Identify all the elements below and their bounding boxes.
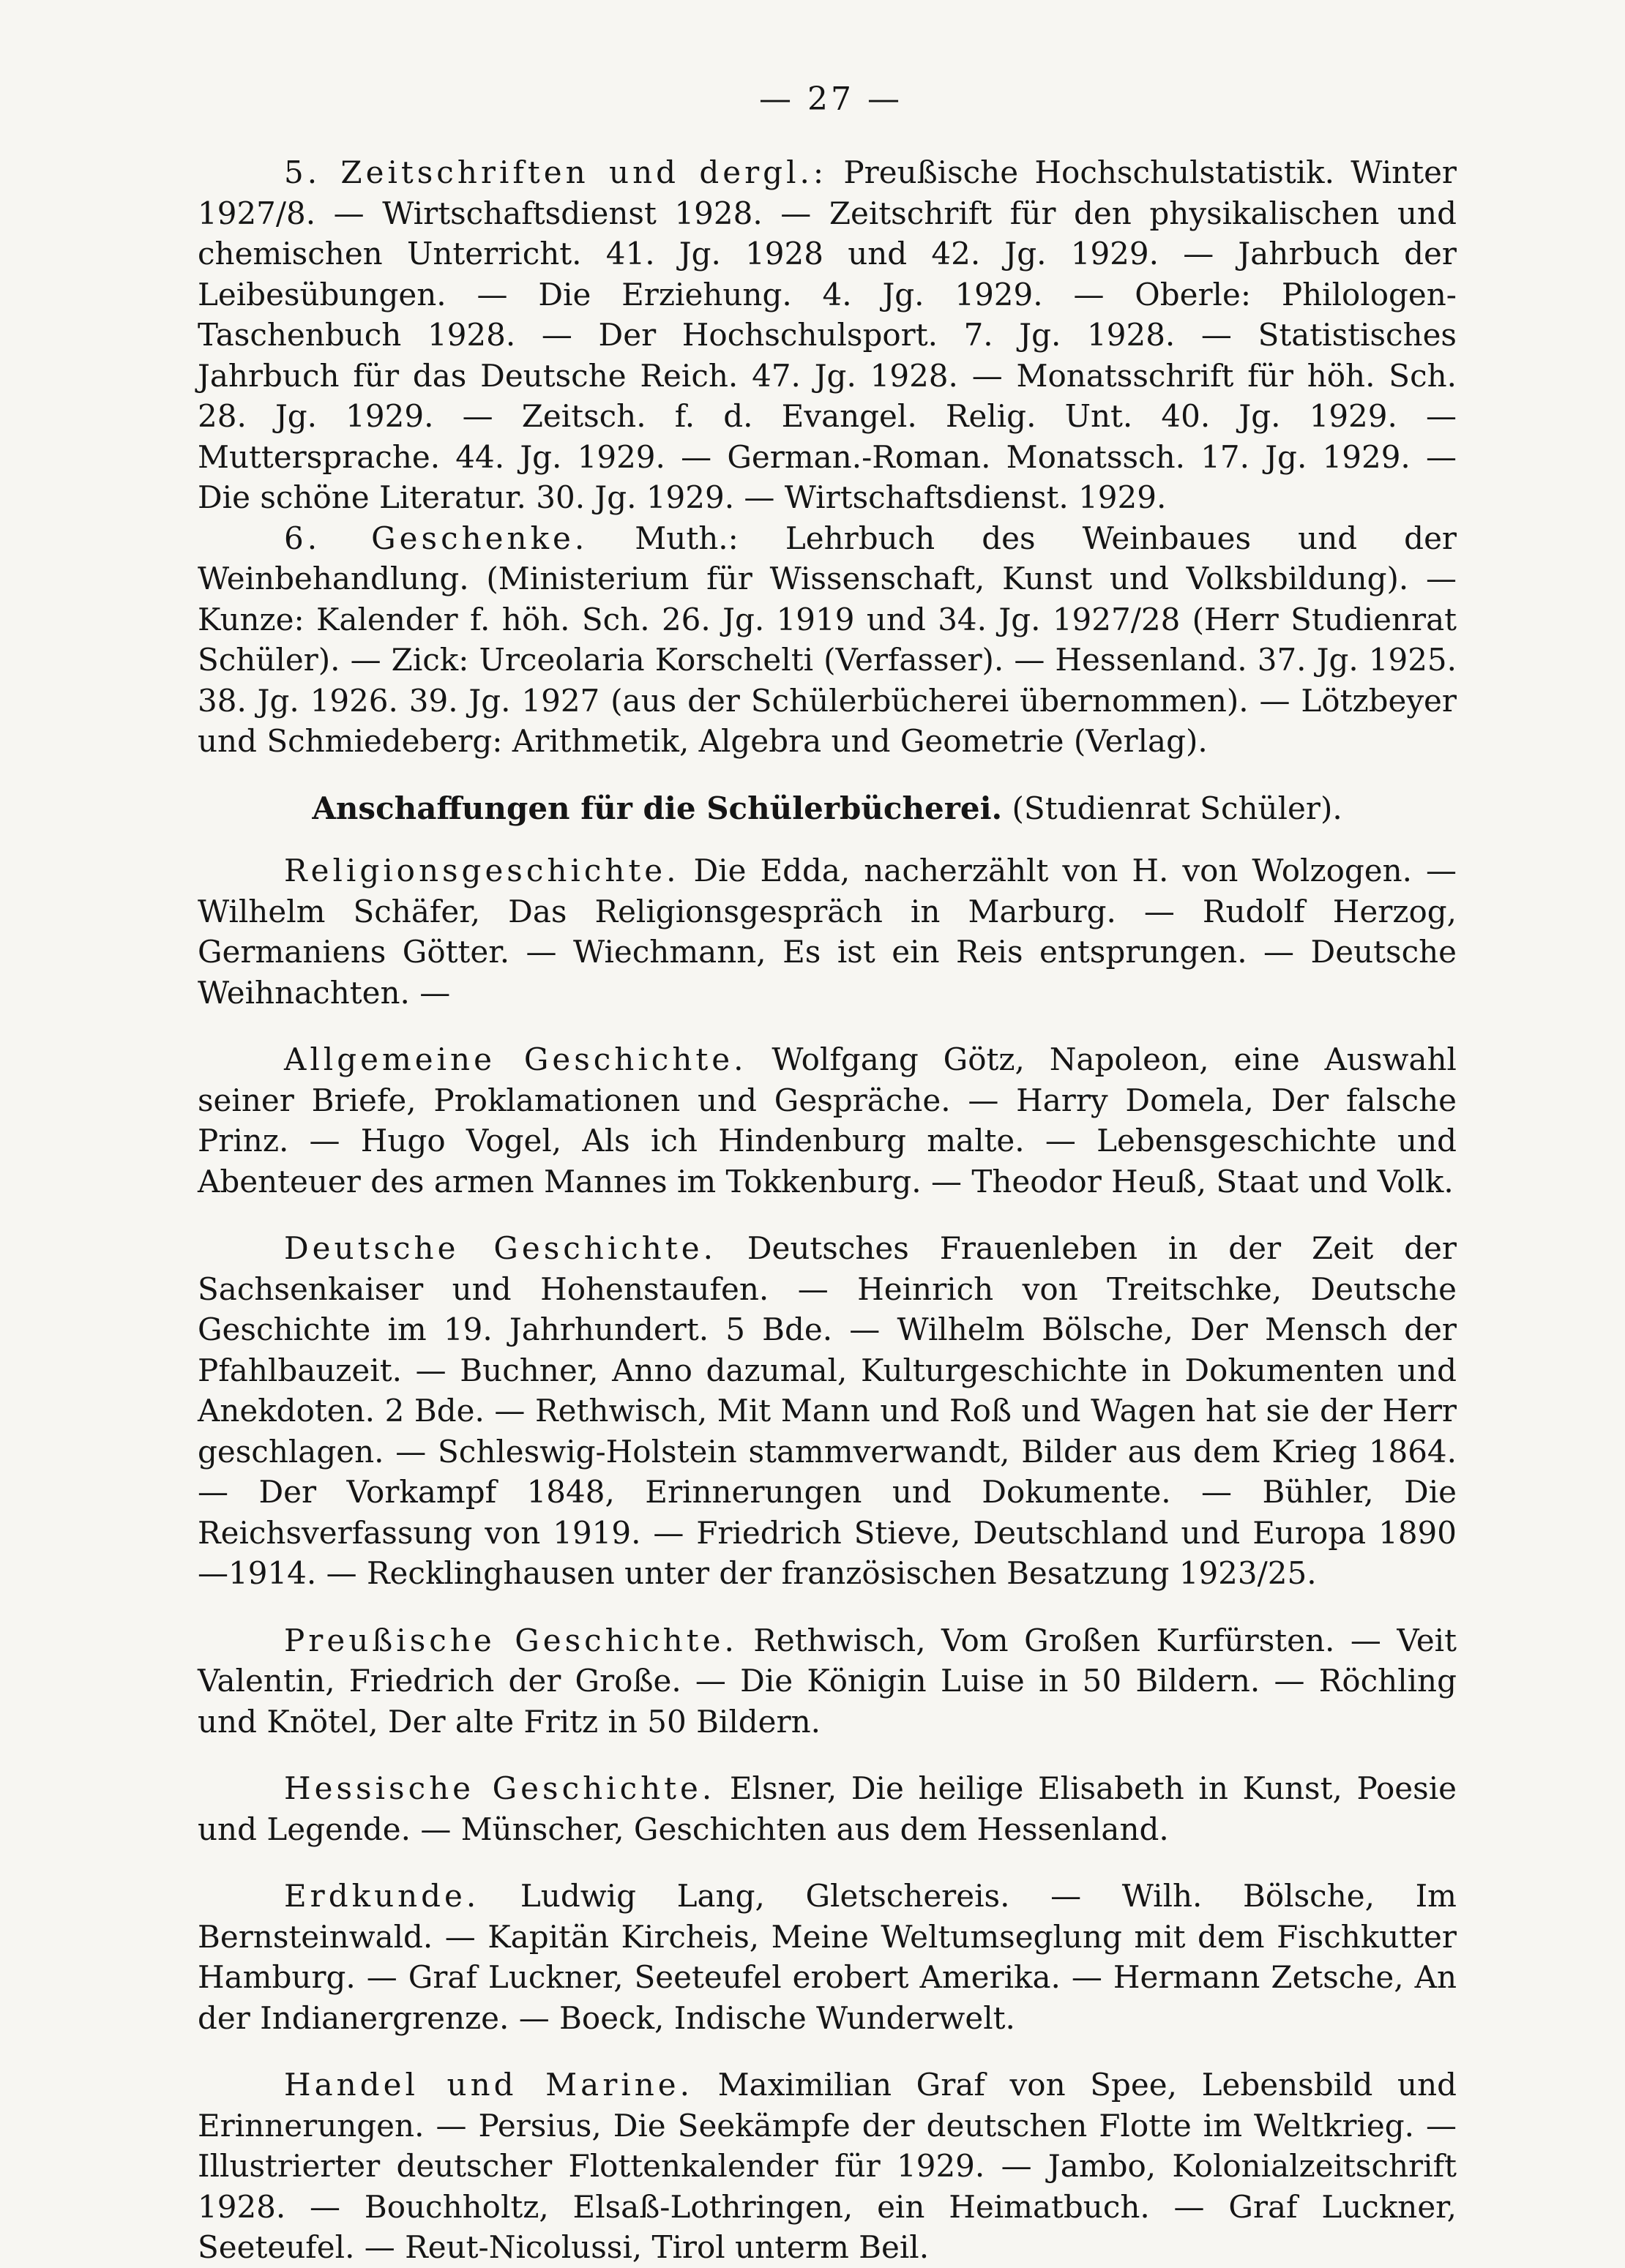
section-label: 5. Zeitschriften und dergl.: xyxy=(284,154,828,190)
entry-text: Deutsches Frauenleben in der Zeit der Sachsenkaiser und Hohenstaufen. — Heinrich von Treitschke, Deutsche Geschichte im 19. Jahrhundert. 5 Bde. — Wilhelm Bölsche, Der Mensch der Pfahlbauzeit. — Buchner, Anno dazumal, Kulturgeschichte in Dokumenten und Anekdoten. 2 Bde. — Rethwisch, Mit Mann und Roß und Wagen hat sie der Herr geschlagen. — Schleswig-Holstein stammverwandt, Bilder aus dem Krieg 1864. — Der Vorkampf 1848, Erinnerungen und Dokumente. — Bühler, Die Reichsverfassung von 1919. — Friedrich Stieve, Deutschland und Europa 1890—1914. — Recklinghausen unter der französischen Besatzung 1923/25. xyxy=(198,1230,1457,1591)
section-text: Preußische Hochschulstatistik. Winter 1927/8. — Wirtschaftsdienst 1928. — Zeitschrift für den physikalischen und chemischen Unterricht. 41. Jg. 1928 und 42. Jg. 1929. — Jahrbuch der Leibesübungen. — Die Erziehung. 4. Jg. 1929. — Oberle: Philologen-Taschenbuch 1928. — Der Hochschulsport. 7. Jg. 1928. — Statistisches Jahrbuch für das Deutsche Reich. 47. Jg. 1928. — Monatsschrift für höh. Sch. 28. Jg. 1929. — Zeitsch. f. d. Evangel. Relig. Unt. 40. Jg. 1929. — Muttersprache. 44. Jg. 1929. — German.-Roman. Monatssch. 17. Jg. 1929. — Die schöne Literatur. 30. Jg. 1929. — Wirtschaftsdienst. 1929. xyxy=(198,154,1457,515)
entry-religionsgeschichte xyxy=(198,850,1457,1013)
entry-label: Preußische Geschichte. xyxy=(284,1622,738,1658)
entry-preussische-geschichte xyxy=(198,1620,1457,1743)
section-text: Muth.: Lehrbuch des Weinbaues und der Weinbehandlung. (Ministerium für Wissenschaft, Kunst und Volksbildung). — Kunze: Kalender f. höh. Sch. 26. Jg. 1919 und 34. Jg. 1927/28 (Herr Studienrat Schüler). — Zick: Urceolaria Korschelti (Verfasser). — Hessenland. 37. Jg. 1925. 38. Jg. 1926. 39. Jg. 1927 (aus der Schülerbücherei übernommen). — Lötzbeyer und Schmiedeberg: Arithmetik, Algebra und Geometrie (Verlag). xyxy=(198,520,1457,759)
entry-hessische-geschichte xyxy=(198,1768,1457,1849)
entry-label: Allgemeine Geschichte. xyxy=(284,1041,747,1077)
page-body xyxy=(198,152,1457,2268)
entry-label: Erdkunde. xyxy=(284,1878,480,1914)
page-number: — 27 — xyxy=(759,81,903,118)
entry-label: Religionsgeschichte. xyxy=(284,853,680,888)
entry-label: Deutsche Geschichte. xyxy=(284,1230,717,1266)
section-heading xyxy=(198,788,1457,829)
entry-label: Hessische Geschichte. xyxy=(284,1770,716,1806)
entry-text: Die Edda, nacherzählt von H. von Wolzogen. — Wilhelm Schäfer, Das Religionsgespräch in Marburg. — Rudolf Herzog, Germaniens Götter. — Wiechmann, Es ist ein Reis entsprungen. — Deutsche Weihnachten. — xyxy=(198,853,1457,1011)
section-zeitschriften xyxy=(198,152,1457,518)
section-label: 6. Geschenke. xyxy=(284,520,589,556)
entry-text: Wolfgang Götz, Napoleon, eine Auswahl seiner Briefe, Proklamationen und Gespräche. — Harry Domela, Der falsche Prinz. — Hugo Vogel, Als ich Hindenburg malte. — Lebensgeschichte und Abenteuer des armen Mannes im Tokkenburg. — Theodor Heuß, Staat und Volk. xyxy=(198,1041,1457,1200)
heading-bold: Anschaffungen für die Schülerbücherei. xyxy=(312,790,1003,826)
entry-erdkunde xyxy=(198,1876,1457,2038)
entry-text: Ludwig Lang, Gletschereis. — Wilh. Bölsche, Im Bernsteinwald. — Kapitän Kircheis, Meine Weltumseglung mit dem Fischkutter Hamburg. — Graf Luckner, Seeteufel erobert Amerika. — Hermann Zetsche, An der Indianergrenze. — Boeck, Indische Wunderwelt. xyxy=(198,1878,1457,2036)
entry-handel-und-marine xyxy=(198,2065,1457,2268)
entry-text: Elsner, Die heilige Elisabeth in Kunst, Poesie und Legende. — Münscher, Geschichten aus dem Hessenland. xyxy=(198,1770,1457,1847)
heading-note: (Studienrat Schüler). xyxy=(1012,790,1342,826)
section-geschenke xyxy=(198,518,1457,762)
entry-deutsche-geschichte xyxy=(198,1228,1457,1594)
entry-text: Rethwisch, Vom Großen Kurfürsten. — Veit Valentin, Friedrich der Große. — Die Königin Luise in 50 Bildern. — Röchling und Knötel, Der alte Fritz in 50 Bildern. xyxy=(198,1622,1457,1740)
entry-label: Handel und Marine. xyxy=(284,2067,693,2103)
entry-text: Maximilian Graf von Spee, Lebensbild und Erinnerungen. — Persius, Die Seekämpfe der deutschen Flotte im Weltkrieg. — Illustrierter deutscher Flottenkalender für 1929. — Jambo, Kolonialzeitschrift 1928. — Bouchholtz, Elsaß-Lothringen, ein Heimatbuch. — Graf Luckner, Seeteufel. — Reut-Nicolussi, Tirol unterm Beil. xyxy=(198,2067,1457,2265)
entry-allgemeine-geschichte xyxy=(198,1039,1457,1202)
